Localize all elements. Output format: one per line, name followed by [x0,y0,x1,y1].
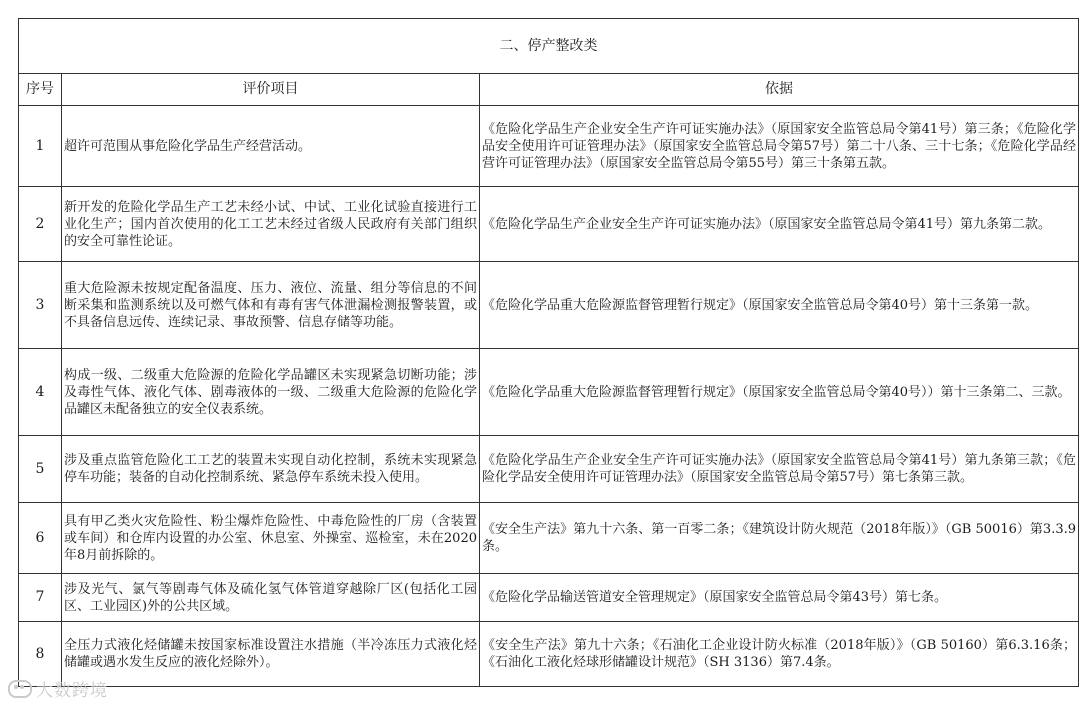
rectification-table [18,18,1079,687]
row-number: 1 [19,106,62,187]
evaluation-item: 全压力式液化烃储罐未按国家标准设置注水措施（半冷冻压力式液化烃储罐或遇水发生反应的液化烃除外）。 [62,622,480,687]
row-number: 7 [19,574,62,622]
row-number: 8 [19,622,62,687]
evaluation-item: 涉及光气、氯气等剧毒气体及硫化氢气体管道穿越除厂区(包括化工园区、工业园区)外的公共区域。 [62,574,480,622]
header-num: 序号 [19,74,62,106]
row-number: 6 [19,503,62,574]
table-row [19,436,1079,503]
row-number: 3 [19,262,62,349]
watermark [8,676,108,701]
evaluation-item: 重大危险源未按规定配备温度、压力、液位、流量、组分等信息的不间断采集和监测系统以及可燃气体和有毒有害气体泄漏检测报警装置，或不具备信息远传、连续记录、事故预警、信息存储等功能。 [62,262,480,349]
legal-basis: 《危险化学品输送管道安全管理规定》（原国家安全监管总局令第43号）第七条。 [480,574,1079,622]
legal-basis: 《安全生产法》第九十六条；《石油化工企业设计防火标准（2018年版）》（GB 50160）第6.3.16条；《石油化工液化烃球形储罐设计规范》（SH 3136）第7.4条。 [480,622,1079,687]
row-number: 4 [19,349,62,436]
header-basis: 依据 [480,74,1079,106]
chat-bubble-icon [8,680,32,698]
table-header [19,74,1079,106]
legal-basis: 《安全生产法》第九十六条、第一百零二条；《建筑设计防火规范（2018年版）》（GB 50016）第3.3.9条。 [480,503,1079,574]
table-row [19,622,1079,687]
evaluation-item: 构成一级、二级重大危险源的危险化学品罐区未实现紧急切断功能；涉及毒性气体、液化气体、剧毒液体的一级、二级重大危险源的危险化学品罐区未配备独立的安全仪表系统。 [62,349,480,436]
watermark-text: 大数跨境 [36,681,108,701]
legal-basis: 《危险化学品重大危险源监督管理暂行规定》（原国家安全监管总局令第40号））第十三条第二、三款。 [480,349,1079,436]
table-row [19,106,1079,187]
table-row [19,187,1079,262]
table-row [19,262,1079,349]
table-row [19,349,1079,436]
row-number: 5 [19,436,62,503]
legal-basis: 《危险化学品生产企业安全生产许可证实施办法》（原国家安全监管总局令第41号）第三条；《危险化学品安全使用许可证管理办法》（原国家安全监管总局令第57号）第二十八条、三十七条；《危险化学品经营许可证管理办法》（原国家安全监管总局令第55号）第三十条第五款。 [480,106,1079,187]
evaluation-item: 超许可范围从事危险化学品生产经营活动。 [62,106,480,187]
evaluation-item: 涉及重点监管危险化工工艺的装置未实现自动化控制，系统未实现紧急停车功能；装备的自动化控制系统、紧急停车系统未投入使用。 [62,436,480,503]
evaluation-item: 具有甲乙类火灾危险性、粉尘爆炸危险性、中毒危险性的厂房（含装置或车间）和仓库内设置的办公室、休息室、外操室、巡检室，未在2020年8月前拆除的。 [62,503,480,574]
legal-basis: 《危险化学品生产企业安全生产许可证实施办法》（原国家安全监管总局令第41号）第九条第二款。 [480,187,1079,262]
row-number: 2 [19,187,62,262]
table-row [19,574,1079,622]
header-item: 评价项目 [62,74,480,106]
table-row [19,503,1079,574]
legal-basis: 《危险化学品重大危险源监督管理暂行规定》（原国家安全监管总局令第40号）第十三条第一款。 [480,262,1079,349]
legal-basis: 《危险化学品生产企业安全生产许可证实施办法》（原国家安全监管总局令第41号）第九条第三款；《危险化学品安全使用许可证管理办法》（原国家安全监管总局令第57号）第七条第三款。 [480,436,1079,503]
evaluation-item: 新开发的危险化学品生产工艺未经小试、中试、工业化试验直接进行工业化生产；国内首次使用的化工工艺未经过省级人民政府有关部门组织的安全可靠性论证。 [62,187,480,262]
section-title: 二、停产整改类 [19,19,1079,74]
